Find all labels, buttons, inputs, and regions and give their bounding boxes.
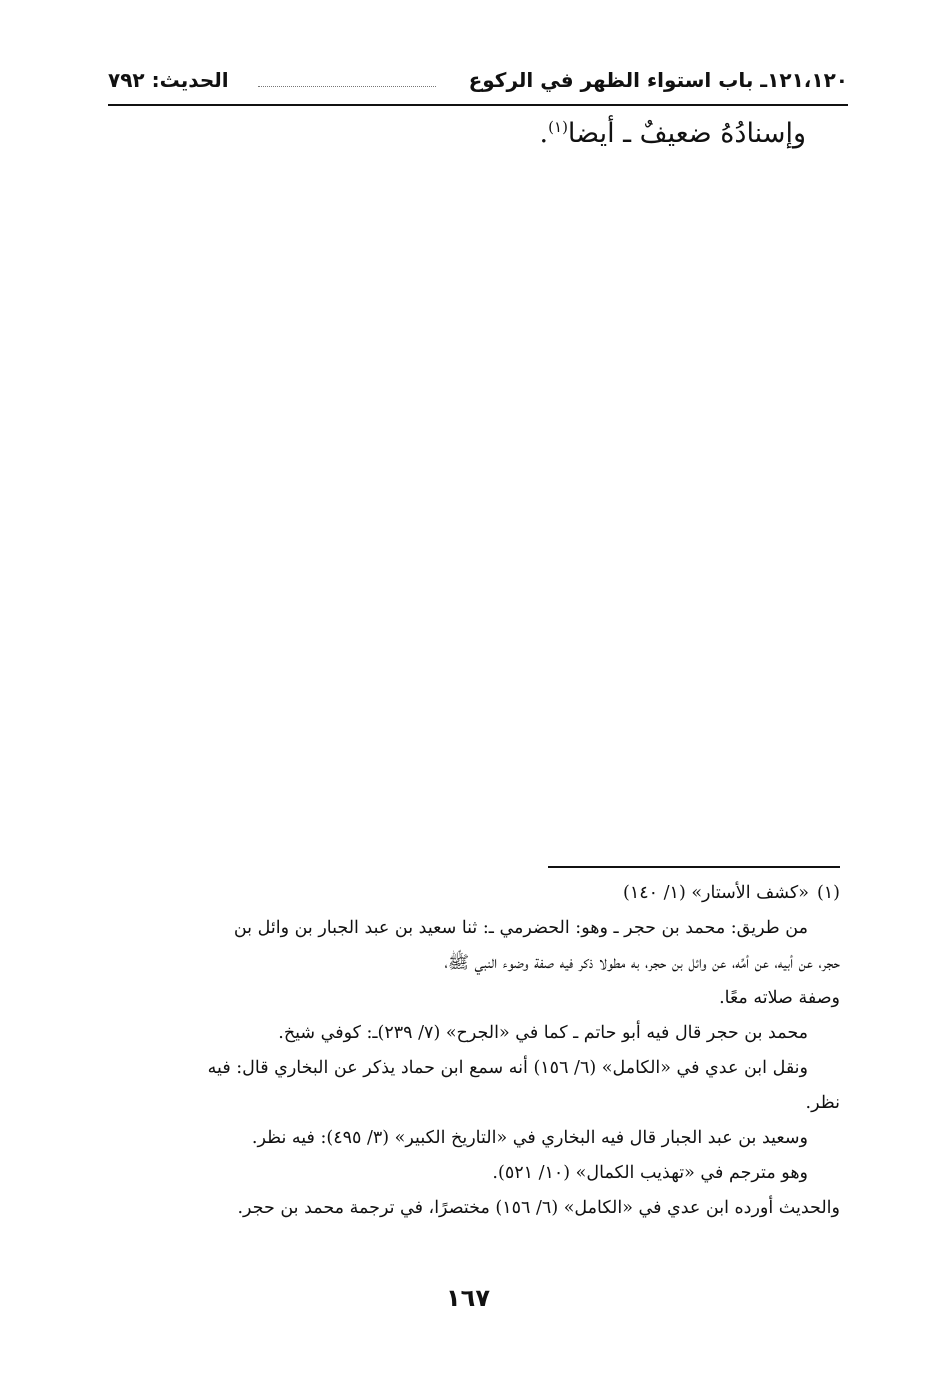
footnote-line: حجر، عن أبيه، عن أمِّه، عن وائل بن حجر، به مطولا ذكر فيه صفة وضوء النبي ﷺ، [444,953,840,973]
footnote-line: والحديث أورده ابن عدي في «الكامل» (٦/ ١٥٦) مختصرًا، في ترجمة محمد بن حجر. [237,1198,840,1218]
footnote-reference[interactable]: (١) [548,118,568,136]
footnote-line: وصفة صلاته معًا. [719,988,840,1008]
main-period: . [539,118,549,149]
footnote-heading [106,876,840,911]
header-rule [108,104,848,106]
chapter-title: ١٢١،١٢٠ـ باب استواء الظهر في الركوع [468,68,848,92]
footnote-line: وسعيد بن عبد الجبار قال فيه البخاري في «التاريخ الكبير» (٣/ ٤٩٥): فيه نظر. [251,1128,808,1148]
hadith-number: الحديث: ٧٩٢ [108,68,229,92]
page-number: ١٦٧ [446,1284,490,1312]
footnote-line: من طريق: محمد بن حجر ـ وهو: الحضرمي ـ: ثنا سعيد بن عبد الجبار بن وائل بن [233,918,808,938]
page-header [108,60,848,98]
main-text [540,118,806,149]
footnote-line: ونقل ابن عدي في «الكامل» (٦/ ١٥٦) أنه سمع ابن حماد يذكر عن البخاري قال: فيه [207,1058,808,1078]
main-sentence: وإسنادُهُ ضعيفٌ ـ أيضا [567,118,806,149]
footnote-line: نظر. [805,1093,840,1113]
footnote-line: وهو مترجم في «تهذيب الكمال» (١٠/ ٥٢١). [492,1163,808,1183]
footnote-separator [548,866,840,868]
footnotes [106,876,840,1226]
header-leader-dots [258,86,436,87]
footnote-number: (١) [816,883,840,903]
footnote-line: محمد بن حجر قال فيه أبو حاتم ـ كما في «الجرح» (٧/ ٢٣٩)ـ: كوفي شيخ. [278,1023,808,1043]
footnote-source: «كشف الأستار» (١/ ١٤٠) [623,883,809,903]
